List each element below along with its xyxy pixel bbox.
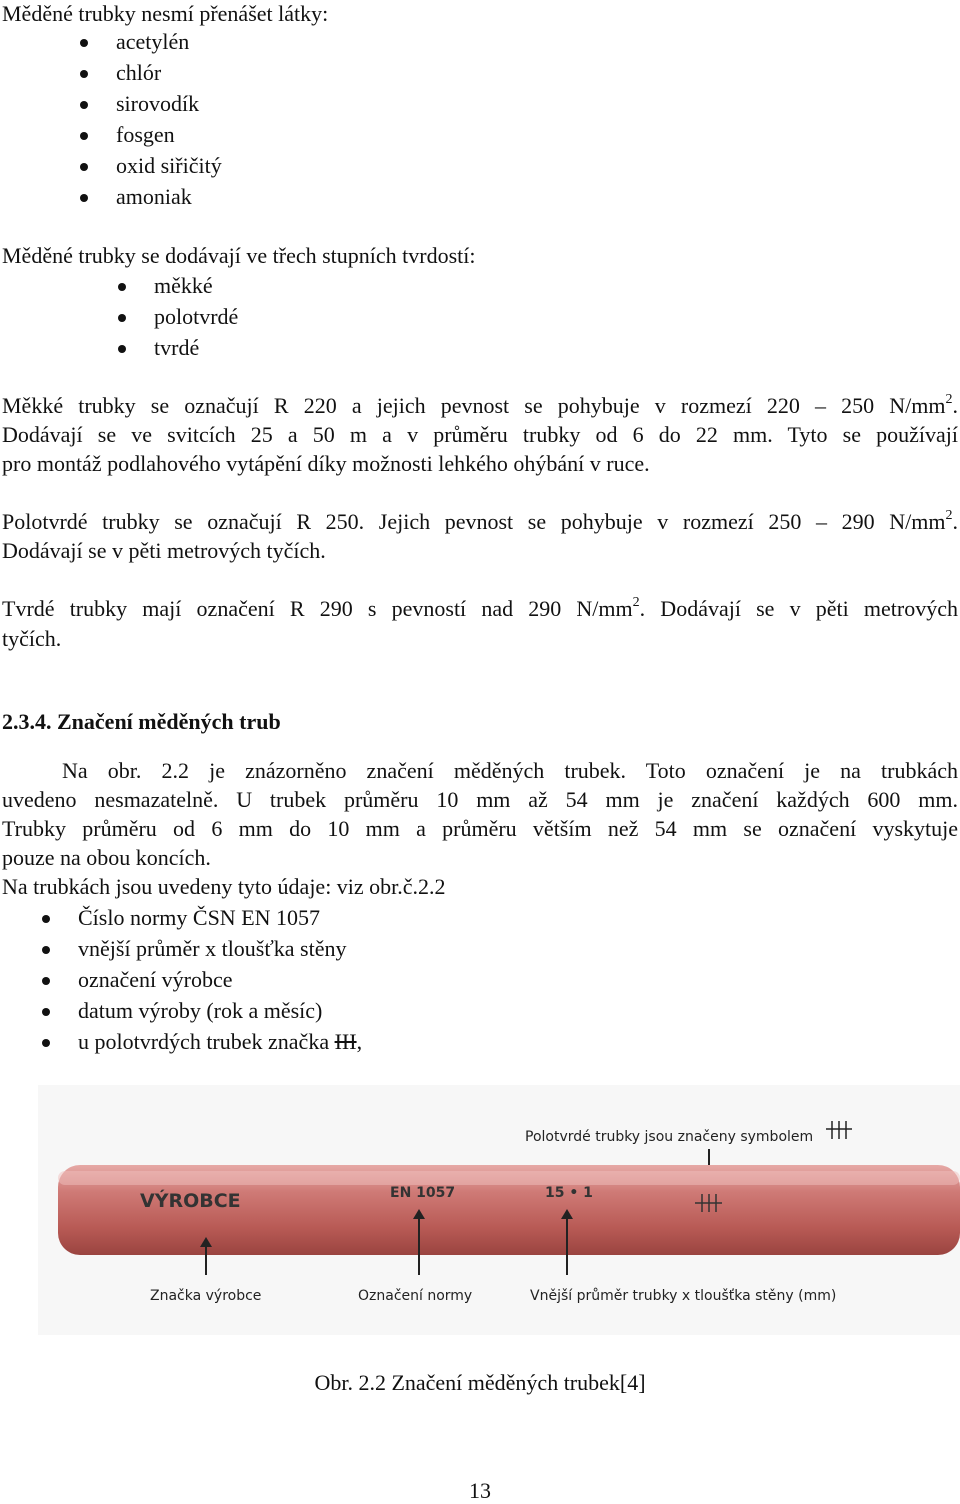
figure-caption: Obr. 2.2 Značení měděných trubek[4] [314,1370,646,1395]
paragraph-soft: Měkké trubky se označují R 220 a jejich pevnost se pohybuje v rozmezí 220 – 250 $N/mm^2$. [2,392,958,418]
half-hard-mark: III [334,1029,357,1054]
paragraph-hard-line: tyčích. [2,626,62,651]
top-label: Polotvrdé trubky jsou značeny symbolem [525,1129,814,1145]
bullet-icon [80,39,88,47]
paragraph-half-hard: Polotvrdé trubky se označují R 250. Jejich pevnost se pohybuje v rozmezí 250 – 290 $N/mm^2$. [2,508,958,534]
label-size: Vnější průměr trubky x tloušťka stěny (mm) [530,1288,837,1304]
bullet-icon [80,132,88,140]
bullet-icon [42,1039,50,1047]
bullet-icon [118,314,126,322]
bullet-icon [42,915,50,923]
page-number: 13 [469,1478,491,1503]
paragraph-marking: Na obr. 2.2 je znázorněno značení měděných trubek. Toto označení je na trubkách [62,758,958,783]
paragraph-soft-line: Dodávají se ve svitcích 25 a 50 m a v průměru trubky od 6 do 22 mm. Tyto se používají [2,422,958,447]
bullet-icon [118,283,126,291]
paragraph-half-hard-line: Dodávají se v pěti metrových tyčích. [2,538,326,563]
paragraph-marking-line: uvedeno nesmazatelně. U trubek průměru 10 mm až 54 mm je značení každých 600 mm. [2,787,958,812]
paragraph-hard: Tvrdé trubky mají označení R 290 s pevností nad 290 $N/mm^2$. Dodávají se v pěti metrových [2,595,958,621]
label-maker: Značka výrobce [150,1288,262,1304]
label-norm: Označení normy [358,1288,473,1304]
paragraph-marking-line: Na trubkách jsou uvedeny tyto údaje: viz obr.č.2.2 [2,874,446,899]
paragraph-marking-line: Trubky průměru od 6 mm do 10 mm a průměru větším než 54 mm se označení vyskytuje [2,816,958,841]
bullet-icon [42,946,50,954]
pipe-norm-text: EN 1057 [390,1185,456,1201]
bullet-icon [42,1008,50,1016]
section-heading: 2.3.4. Značení měděných trub [2,709,281,734]
bullet-icon [80,194,88,202]
pipe-maker-text: VÝROBCE [140,1190,241,1212]
bullet-icon [80,70,88,78]
pipe-size-text: 15 • 1 [545,1185,593,1201]
paragraph-marking-line: pouze na obou koncích. [2,845,211,870]
intro-text: Měděné trubky nesmí přenášet látky: [2,1,329,26]
intro-text-2: Měděné trubky se dodávají ve třech stupních tvrdostí: [2,243,476,268]
bullet-icon [80,101,88,109]
bullet-icon [42,977,50,985]
bullet-icon [80,163,88,171]
bullet-icon [118,345,126,353]
pipe-marking-figure [0,1085,960,1345]
paragraph-soft-line: pro montáž podlahového vytápění díky možnosti lehkého ohýbání v ruce. [2,451,650,476]
